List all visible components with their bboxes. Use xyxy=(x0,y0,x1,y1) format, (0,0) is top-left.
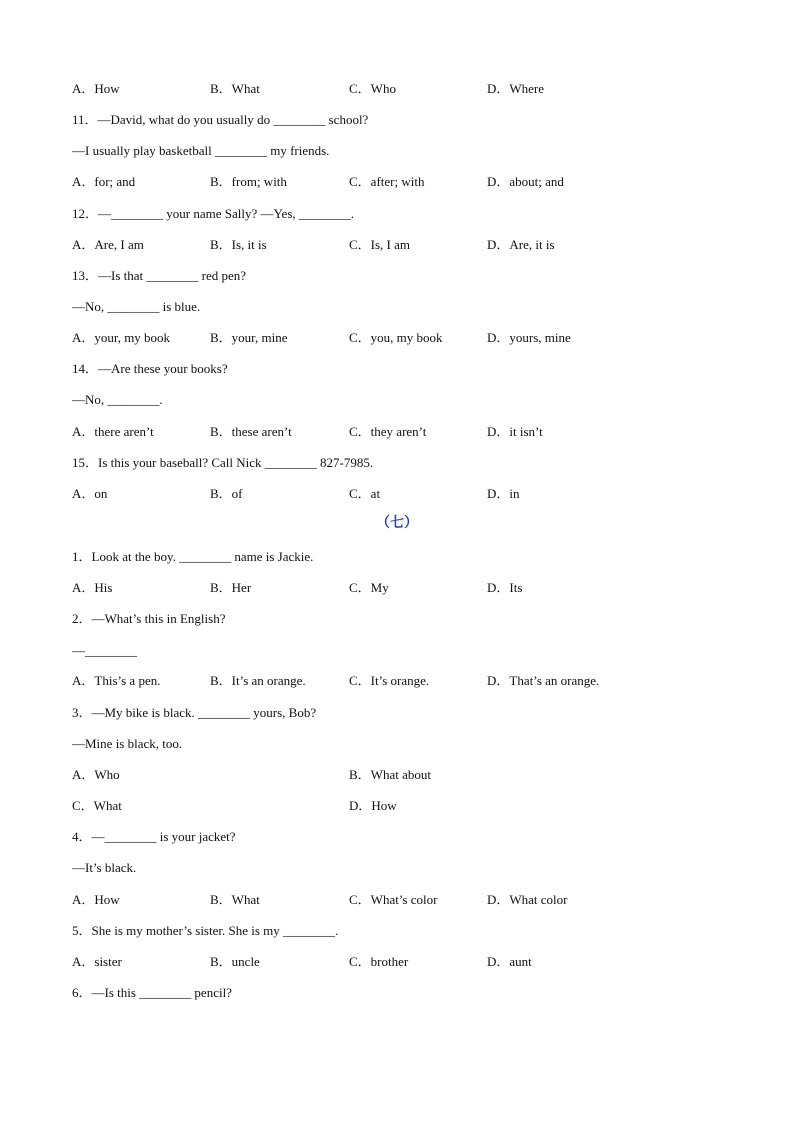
q14-option-a: A．there aren’t xyxy=(72,424,154,439)
q10-option-d: D．Where xyxy=(487,81,545,96)
s4-question: 4．—________ is your jacket? xyxy=(72,829,236,844)
q13-option-a: A．your, my book xyxy=(72,330,171,345)
s5-option-b: B．uncle xyxy=(210,954,260,969)
q10-option-c: C．Who xyxy=(349,81,396,96)
s2-option-c: C．It’s orange. xyxy=(349,673,430,688)
q12-option-d: D．Are, it is xyxy=(487,237,555,252)
q10-option-a: A．How xyxy=(72,81,120,96)
s5-option-c: C．brother xyxy=(349,954,409,969)
s2-option-b: B．It’s an orange. xyxy=(210,673,306,688)
s1-option-b: B．Her xyxy=(210,580,252,595)
q15-option-a: A．on xyxy=(72,486,108,501)
q12-option-c: C．Is, I am xyxy=(349,237,411,252)
s1-option-c: C．My xyxy=(349,580,389,595)
s3-option-d: D．How xyxy=(349,798,397,813)
s3-option-c: C．What xyxy=(72,798,122,813)
s3-option-a: A．Who xyxy=(72,767,120,782)
q13-option-c: C．you, my book xyxy=(349,330,443,345)
q13-question: 13．—Is that ________ red pen? xyxy=(72,268,247,283)
q14-option-b: B．these aren’t xyxy=(210,424,292,439)
q12-option-b: B．Is, it is xyxy=(210,237,267,252)
q11-option-c: C．after; with xyxy=(349,174,425,189)
q13-option-b: B．your, mine xyxy=(210,330,288,345)
s4-answer-line: —It’s black. xyxy=(72,860,137,875)
s1-option-d: D．Its xyxy=(487,580,523,595)
s4-option-b: B．What xyxy=(210,892,260,907)
s3-answer-line: —Mine is black, too. xyxy=(72,736,183,751)
q15-option-c: C．at xyxy=(349,486,381,501)
q11-option-a: A．for; and xyxy=(72,174,136,189)
s2-answer-line: —________ xyxy=(72,643,137,658)
q11-option-b: B．from; with xyxy=(210,174,287,189)
s4-option-d: D．What color xyxy=(487,892,568,907)
s1-question: 1．Look at the boy. ________ name is Jackie. xyxy=(72,549,314,564)
s5-option-d: D．aunt xyxy=(487,954,532,969)
q14-question: 14．—Are these your books? xyxy=(72,361,228,376)
s6-question: 6．—Is this ________ pencil? xyxy=(72,985,232,1000)
s1-option-a: A．His xyxy=(72,580,113,595)
s3-question: 3．—My bike is black. ________ yours, Bob? xyxy=(72,705,317,720)
q14-answer-line: —No, ________. xyxy=(72,392,163,407)
s4-option-c: C．What’s color xyxy=(349,892,438,907)
s3-option-b: B．What about xyxy=(349,767,431,782)
q14-option-c: C．they aren’t xyxy=(349,424,427,439)
q13-option-d: D．yours, mine xyxy=(487,330,571,345)
q11-question: 11．—David, what do you usually do ________ school? xyxy=(72,112,369,127)
q12-question: 12．—________ your name Sally? —Yes, ________. xyxy=(72,206,355,221)
s2-question: 2．—What’s this in English? xyxy=(72,611,226,626)
q15-option-d: D．in xyxy=(487,486,520,501)
q11-option-d: D．about; and xyxy=(487,174,564,189)
section-heading: （七） xyxy=(376,516,418,531)
s4-option-a: A．How xyxy=(72,892,120,907)
q15-question: 15．Is this your baseball? Call Nick ________ 827-7985. xyxy=(72,455,374,470)
q14-option-d: D．it isn’t xyxy=(487,424,543,439)
s2-option-d: D．That’s an orange. xyxy=(487,673,600,688)
q13-answer-line: —No, ________ is blue. xyxy=(72,299,201,314)
q10-option-b: B．What xyxy=(210,81,260,96)
q12-option-a: A．Are, I am xyxy=(72,237,144,252)
q11-answer-line: —I usually play basketball ________ my friends. xyxy=(72,143,330,158)
s5-question: 5．She is my mother’s sister. She is my ________. xyxy=(72,923,339,938)
s5-option-a: A．sister xyxy=(72,954,122,969)
q15-option-b: B．of xyxy=(210,486,243,501)
s2-option-a: A．This’s a pen. xyxy=(72,673,161,688)
